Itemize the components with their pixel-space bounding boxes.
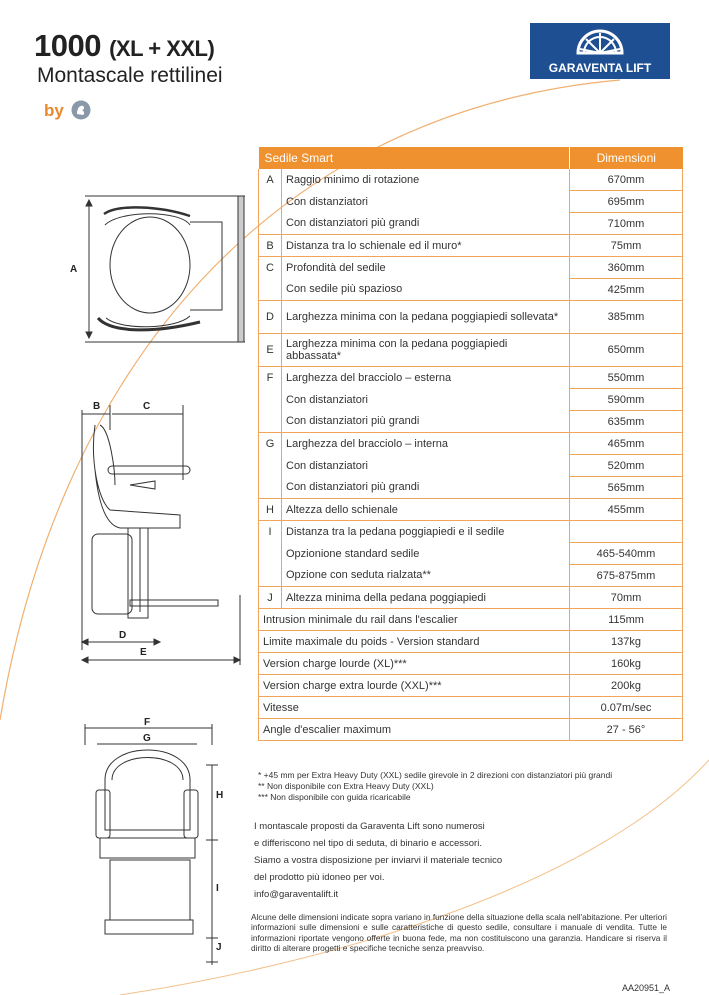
- row-letter: A: [259, 169, 282, 191]
- row-label: Larghezza minima con la pedana poggiapiedi abbassata*: [282, 334, 570, 367]
- row-label: Con distanziatori: [286, 393, 368, 406]
- info-text: [254, 818, 502, 903]
- row-label: Larghezza del bracciolo – interna: [286, 437, 449, 450]
- row-value: 160kg: [570, 653, 683, 675]
- row-value: 710mm: [570, 213, 683, 235]
- row-label: Con distanziatori: [286, 459, 368, 472]
- row-letter: F: [259, 367, 282, 389]
- row-letter: [259, 477, 282, 499]
- table-row: [259, 631, 683, 653]
- table-row: [259, 543, 683, 565]
- row-label: Distanza tra lo schienale ed il muro*: [282, 235, 570, 257]
- table-row: [259, 279, 683, 301]
- table-row: [259, 719, 683, 741]
- row-value: 465-540mm: [570, 543, 683, 565]
- footnotes: [258, 770, 612, 803]
- row-letter: [259, 543, 282, 565]
- table-header-dimensions: Dimensioni: [570, 147, 683, 169]
- row-label: Opzionione standard sedile: [286, 547, 420, 560]
- table-row: [259, 653, 683, 675]
- table-row: [259, 675, 683, 697]
- dimension-label-i: I: [216, 883, 219, 894]
- table-row: [259, 565, 683, 587]
- row-letter: G: [259, 433, 282, 455]
- table-row: [259, 367, 683, 389]
- table-row: [259, 499, 683, 521]
- table-row: [259, 169, 683, 191]
- table-header-label: Sedile Smart: [259, 147, 570, 169]
- row-value: 75mm: [570, 235, 683, 257]
- row-value: 695mm: [570, 191, 683, 213]
- table-row: [259, 411, 683, 433]
- row-label: Vitesse: [259, 697, 570, 719]
- table-row: [259, 433, 683, 455]
- row-value: 455mm: [570, 499, 683, 521]
- row-label: Larghezza del bracciolo – esterna: [286, 371, 452, 384]
- row-value: 670mm: [570, 169, 683, 191]
- row-label: Con distanziatori più grandi: [282, 477, 570, 499]
- table-row: [259, 257, 683, 279]
- row-letter: [259, 279, 282, 301]
- row-value: 70mm: [570, 587, 683, 609]
- row-value: 520mm: [570, 455, 683, 477]
- row-letter: [259, 411, 282, 433]
- row-value: 137kg: [570, 631, 683, 653]
- row-letter: [259, 455, 282, 477]
- row-label: Altezza dello schienale: [282, 499, 570, 521]
- table-row: [259, 609, 683, 631]
- row-label: Angle d'escalier maximum: [259, 719, 570, 741]
- dimension-label-e: E: [140, 647, 147, 658]
- row-label: Version charge extra lourde (XXL)***: [259, 675, 570, 697]
- dimension-label-a: A: [70, 264, 78, 275]
- row-value: 360mm: [570, 257, 683, 279]
- document-code: AA20951_A: [622, 983, 671, 993]
- dimension-label-f: F: [144, 717, 151, 728]
- model-number: 1000: [34, 28, 101, 63]
- row-letter: E: [259, 334, 282, 367]
- row-label: Profondità del sedile: [286, 261, 386, 274]
- row-letter: H: [259, 499, 282, 521]
- info-line: del prodotto più idoneo per voi.: [254, 872, 385, 883]
- garaventa-lift-logo: [530, 23, 670, 79]
- row-letter: J: [259, 587, 282, 609]
- row-label: Con distanziatori più grandi: [282, 411, 570, 433]
- table-row: [259, 191, 683, 213]
- row-letter: [259, 191, 282, 213]
- table-row: [259, 697, 683, 719]
- footnote: *** Non disponibile con guida ricaricabile: [258, 792, 411, 802]
- row-label: Raggio minimo di rotazione: [286, 173, 420, 186]
- row-value: 115mm: [570, 609, 683, 631]
- row-label: Distanza tra la pedana poggiapiedi e il sedile: [286, 525, 505, 538]
- row-value: 550mm: [570, 367, 683, 389]
- row-value: 590mm: [570, 389, 683, 411]
- info-line: Siamo a vostra disposizione per inviarvi il materiale tecnico: [254, 855, 503, 866]
- row-label: Intrusion minimale du rail dans l'escalier: [259, 609, 570, 631]
- technical-drawings: [0, 0, 250, 995]
- row-value: 385mm: [570, 301, 683, 334]
- row-label: Con distanziatori: [286, 195, 368, 208]
- by-label: by: [44, 101, 64, 120]
- specifications-table: [258, 147, 683, 741]
- info-line: I montascale proposti da Garaventa Lift sono numerosi: [254, 821, 485, 832]
- row-letter: B: [259, 235, 282, 257]
- svg-text:GARAVENTA LIFT: GARAVENTA LIFT: [548, 61, 652, 75]
- row-letter: [259, 389, 282, 411]
- dimension-label-h: H: [216, 790, 224, 801]
- model-suffix: (XL + XXL): [109, 36, 215, 61]
- dimension-label-c: C: [143, 401, 151, 412]
- row-label: Opzione con seduta rialzata**: [282, 565, 570, 587]
- row-value: 465mm: [570, 433, 683, 455]
- row-value: 200kg: [570, 675, 683, 697]
- row-value: 565mm: [570, 477, 683, 499]
- table-row: [259, 455, 683, 477]
- row-letter: C: [259, 257, 282, 279]
- dimension-label-j: J: [216, 942, 222, 953]
- dimension-label-g: G: [143, 733, 151, 744]
- row-label: Version charge lourde (XL)***: [259, 653, 570, 675]
- info-email[interactable]: info@garaventalift.it: [254, 889, 339, 900]
- table-row: [259, 521, 683, 543]
- info-line: e differiscono nel tipo di seduta, di binario e accessori.: [254, 838, 482, 849]
- table-row: [259, 301, 683, 334]
- row-value: [570, 521, 683, 543]
- row-letter: D: [259, 301, 282, 334]
- table-row: [259, 334, 683, 367]
- row-letter: I: [259, 521, 282, 543]
- table-row: [259, 477, 683, 499]
- dimension-label-b: B: [93, 401, 101, 412]
- row-value: 675-875mm: [570, 565, 683, 587]
- table-row: [259, 587, 683, 609]
- row-letter: [259, 565, 282, 587]
- table-row: [259, 213, 683, 235]
- table-row: [259, 389, 683, 411]
- disclaimer: Alcune delle dimensioni indicate sopra variano in funzione della situazione della scala nell'abitazione. Per ulteriori informazioni sulle dimensioni e sulle caratteristiche di questo sedile, consultare i manuale di vendita. Tutte le informazioni riportate vengono offerte in buona fede, ma non costituiscono una garanzia. Handicare si riserva il diritto di alterare progetti e specifiche tecniche senza preavviso.: [251, 912, 667, 954]
- row-value: 635mm: [570, 411, 683, 433]
- row-label: Larghezza minima con la pedana poggiapiedi sollevata*: [282, 301, 570, 334]
- row-label: Altezza minima della pedana poggiapiedi: [282, 587, 570, 609]
- table-row: [259, 235, 683, 257]
- row-value: 0.07m/sec: [570, 697, 683, 719]
- footnote: ** Non disponibile con Extra Heavy Duty (XXL): [258, 781, 434, 791]
- page-subtitle: Montascale rettilinei: [37, 64, 223, 87]
- row-label: Con distanziatori più grandi: [282, 213, 570, 235]
- table-header-row: [259, 147, 683, 169]
- row-value: 425mm: [570, 279, 683, 301]
- row-label: Limite maximale du poids - Version standard: [259, 631, 570, 653]
- dimension-label-d: D: [119, 630, 127, 641]
- footnote: * +45 mm per Extra Heavy Duty (XXL) sedile girevole in 2 direzioni con distanziatori più grandi: [258, 770, 613, 780]
- row-letter: [259, 213, 282, 235]
- row-label: Con sedile più spazioso: [282, 279, 570, 301]
- row-value: 27 - 56°: [570, 719, 683, 741]
- row-value: 650mm: [570, 334, 683, 367]
